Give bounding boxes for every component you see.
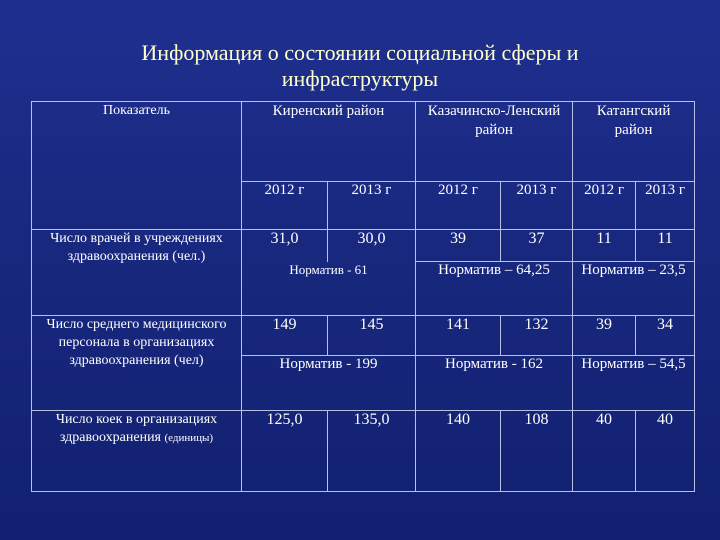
value-cell: 132 xyxy=(501,316,573,356)
district-header-kirensky: Киренский район xyxy=(242,102,416,182)
norm-cell: Норматив - 61 xyxy=(242,262,416,316)
value-cell: 140 xyxy=(416,411,501,492)
year-header: 2013 г xyxy=(636,182,695,230)
data-table xyxy=(31,101,695,492)
norm-cell: Норматив – 23,5 xyxy=(573,262,695,316)
value-cell: 37 xyxy=(501,230,573,262)
value-cell: 39 xyxy=(416,230,501,262)
value-cell: 34 xyxy=(636,316,695,356)
value-cell: 40 xyxy=(636,411,695,492)
value-cell: 141 xyxy=(416,316,501,356)
value-cell: 31,0 xyxy=(242,230,328,262)
value-cell: 149 xyxy=(242,316,328,356)
value-cell: 125,0 xyxy=(242,411,328,492)
value-cell: 11 xyxy=(636,230,695,262)
title-line-1: Информация о состоянии социальной сферы и xyxy=(141,40,579,65)
value-cell: 108 xyxy=(501,411,573,492)
value-cell: 30,0 xyxy=(328,230,416,262)
year-header: 2013 г xyxy=(328,182,416,230)
year-header: 2012 г xyxy=(416,182,501,230)
indicator-header: Показатель xyxy=(32,102,242,230)
year-header: 2013 г xyxy=(501,182,573,230)
norm-cell: Норматив - 199 xyxy=(242,356,416,411)
title-line-2: инфраструктуры xyxy=(281,66,439,91)
indicator-label-text: Число коек в организациях здравоохранения xyxy=(55,412,218,445)
indicator-label xyxy=(32,411,242,492)
indicator-unit: (единицы) xyxy=(164,432,214,444)
slide-title xyxy=(90,40,630,92)
indicator-label: Число врачей в учреждениях здравоохранения (чел.) xyxy=(32,230,242,316)
value-cell: 40 xyxy=(573,411,636,492)
indicator-label: Число среднего медицинского персонала в организациях здравоохранения (чел) xyxy=(32,316,242,411)
year-header: 2012 г xyxy=(573,182,636,230)
district-header-kazachinsko-lensky: Казачинско-Ленский район xyxy=(416,102,573,182)
norm-cell: Норматив - 162 xyxy=(416,356,573,411)
norm-cell: Норматив – 64,25 xyxy=(416,262,573,316)
value-cell: 135,0 xyxy=(328,411,416,492)
year-header: 2012 г xyxy=(242,182,328,230)
value-cell: 11 xyxy=(573,230,636,262)
value-cell: 145 xyxy=(328,316,416,356)
norm-cell: Норматив – 54,5 xyxy=(573,356,695,411)
district-header-katangsky: Катангский район xyxy=(573,102,695,182)
value-cell: 39 xyxy=(573,316,636,356)
